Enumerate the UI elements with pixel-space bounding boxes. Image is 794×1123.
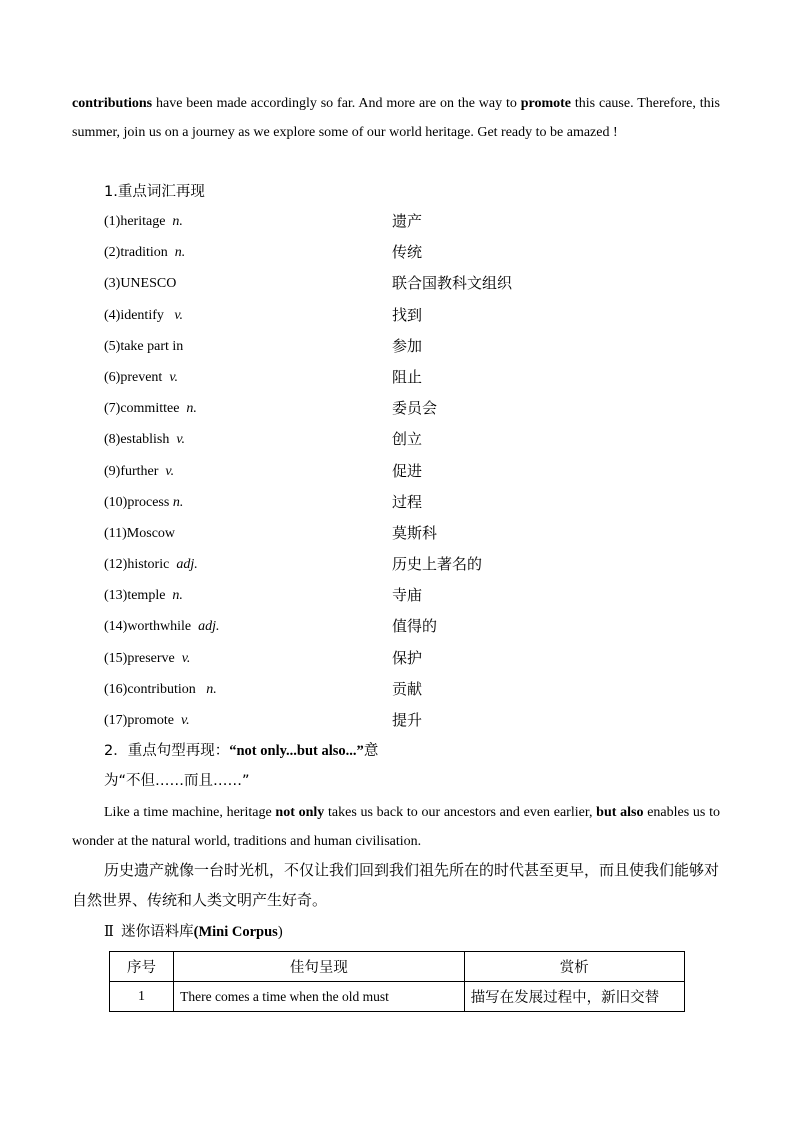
corpus-title-en: (Mini Corpus (193, 924, 278, 940)
vocab-term (104, 586, 183, 606)
vocab-part-of-speech: v. (165, 463, 175, 479)
vocab-term (104, 306, 183, 326)
vocab-meaning: 贡献 (392, 679, 423, 698)
corpus-title-close: ) (277, 924, 283, 940)
list-item (104, 675, 624, 706)
intro-paragraph (72, 90, 720, 147)
vocab-part-of-speech: adj. (198, 619, 220, 635)
vocab-meaning: 值得的 (392, 617, 438, 636)
vocab-word: (5)take part in (104, 338, 184, 354)
vocab-meaning: 提升 (392, 711, 423, 729)
vocab-word: (14)worthwhile (104, 619, 199, 635)
vocab-meaning: 找到 (392, 305, 423, 324)
list-item (104, 363, 624, 394)
vocab-part-of-speech: n. (172, 214, 183, 229)
list-item (104, 269, 624, 300)
example-bold-not-only: not only (275, 805, 325, 820)
example-sentence (72, 799, 720, 856)
vocab-part-of-speech: v. (176, 432, 186, 448)
row-sentence: There comes a time when the old must (174, 982, 465, 1012)
vocab-word: (13)temple (104, 588, 173, 604)
list-item (104, 519, 624, 550)
example-bold-but-also: but also (596, 805, 644, 820)
vocab-term (104, 430, 185, 450)
intro-bold-contributions: contributions (72, 96, 153, 111)
vocab-word: (4)identify (104, 307, 175, 323)
list-item (104, 644, 624, 675)
vocab-section-title: 1.重点词汇再现 (104, 184, 205, 200)
list-item (104, 550, 624, 581)
corpus-table (109, 951, 685, 1012)
vocab-term (104, 680, 217, 700)
list-item (104, 394, 624, 425)
vocab-meaning: 保护 (392, 648, 423, 667)
vocab-meaning: 联合国教科文组织 (392, 274, 513, 293)
vocab-meaning: 历史上著名的 (392, 555, 483, 574)
list-item (104, 457, 624, 488)
list-item (104, 612, 624, 643)
list-item (104, 332, 624, 363)
header-sentence: 佳句呈现 (174, 952, 465, 982)
vocab-part-of-speech: n. (174, 245, 186, 261)
example-text-3: enables us to wonder at the natural world, traditions and human civilisation. (72, 805, 720, 849)
vocab-word: (3)UNESCO (104, 276, 177, 292)
vocab-meaning: 促进 (392, 461, 423, 480)
list-item (104, 207, 624, 238)
vocab-part-of-speech: v. (174, 307, 184, 323)
header-analysis: 赏析 (464, 952, 684, 982)
sentence-section-title (104, 741, 378, 761)
vocab-word: (15)preserve (104, 650, 182, 666)
sentence-title-cn: 2．重点句型再现： (104, 743, 230, 759)
example-text-1: Like a time machine, heritage (104, 805, 276, 820)
vocab-word: (17)promote (104, 713, 181, 728)
vocab-word: (12)historic (104, 557, 177, 573)
vocab-meaning: 阻止 (392, 367, 423, 386)
vocab-part-of-speech: n. (206, 681, 217, 697)
vocab-term (104, 617, 219, 637)
corpus-title-num: Ⅱ (104, 924, 114, 940)
vocab-term (104, 399, 197, 419)
list-item (104, 488, 624, 519)
vocab-meaning: 寺庙 (392, 586, 423, 605)
vocab-part-of-speech: adj. (176, 557, 198, 573)
vocab-term (104, 368, 178, 388)
list-item (104, 581, 624, 612)
vocab-meaning: 过程 (392, 492, 423, 511)
list-item (104, 706, 624, 737)
vocab-word: (16)contribution (104, 681, 207, 697)
vocab-meaning: 参加 (392, 336, 423, 355)
vocab-meaning: 创立 (392, 430, 423, 449)
vocab-term (104, 711, 190, 731)
vocab-word: (8)establish (104, 432, 177, 448)
vocab-word: (9)further (104, 463, 166, 479)
vocab-part-of-speech: v. (181, 650, 191, 666)
header-number: 序号 (110, 952, 174, 982)
vocab-meaning: 委员会 (392, 399, 438, 418)
vocab-word: (11)Moscow (104, 525, 176, 541)
intro-bold-promote: promote (520, 96, 572, 111)
vocab-part-of-speech: v. (169, 369, 178, 385)
vocab-list (104, 207, 624, 737)
sentence-title-en: “not only...but also...” (229, 743, 364, 759)
vocab-term (104, 274, 176, 294)
table-row (110, 982, 685, 1012)
row-analysis: 描写在发展过程中，新旧交替 (464, 982, 684, 1012)
vocab-meaning: 遗产 (392, 212, 423, 230)
corpus-title-cn: 迷你语料库 (121, 924, 194, 940)
vocab-meaning: 莫斯科 (392, 523, 438, 542)
list-item (104, 301, 624, 332)
vocab-term (104, 524, 175, 544)
example-translation: 历史遗产就像一台时光机，不仅让我们回到我们祖先所在的时代甚至更早，而且使我们能够对自然世界、传统和人类文明产生好奇。 (72, 861, 720, 909)
vocab-word: (2)tradition (104, 245, 175, 261)
vocab-term (104, 462, 174, 482)
list-item (104, 425, 624, 456)
list-item (104, 238, 624, 269)
row-number: 1 (110, 982, 174, 1012)
vocab-term (104, 212, 183, 232)
vocab-term (104, 649, 190, 669)
vocab-term (104, 243, 185, 263)
example-text-2: takes us back to our ancestors and even earlier, (324, 805, 597, 820)
intro-text-1: have been made accordingly so far. And more are on the way to (152, 96, 521, 111)
sentence-title-cn2: 意 (363, 743, 379, 759)
vocab-part-of-speech: n. (172, 494, 184, 510)
vocab-part-of-speech: n. (186, 401, 197, 417)
vocab-word: (1)heritage (104, 214, 173, 229)
corpus-section-title (104, 922, 283, 942)
vocab-term (104, 337, 183, 357)
vocab-term (104, 493, 183, 513)
vocab-word: (6)prevent (104, 369, 170, 385)
vocab-meaning: 传统 (392, 243, 423, 262)
vocab-part-of-speech: n. (172, 588, 183, 604)
vocab-part-of-speech: v. (180, 713, 190, 728)
intro-text-2: this cause. (571, 96, 634, 111)
sentence-section-title-line2: 为“不但……而且……” (104, 773, 250, 789)
vocab-word: (7)committee (104, 401, 187, 417)
intro-text-3: Therefore, this summer, join us on a journey as we explore some of our world heritage. Get ready to be amazed ! (72, 96, 720, 140)
vocab-term (104, 555, 198, 575)
table-header-row (110, 952, 685, 982)
vocab-word: (10)process (104, 494, 173, 510)
